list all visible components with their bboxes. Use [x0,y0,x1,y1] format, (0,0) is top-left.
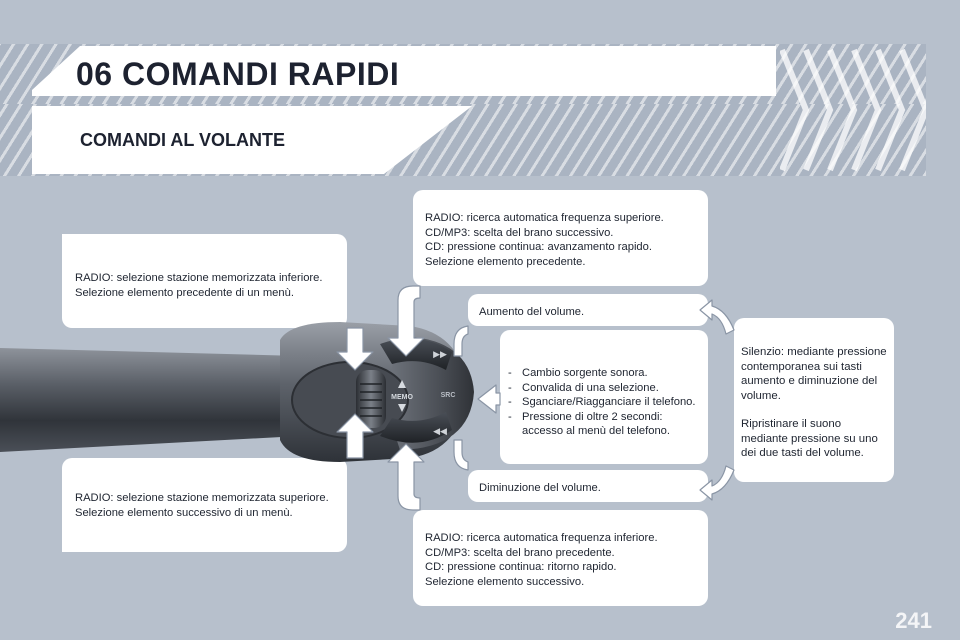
list-dash: - [508,410,512,423]
callout-paragraph: Ripristinare il suono mediante pressione su uno dei due tasti del volume. [741,418,878,459]
previous-track-icon: ◀◀ [433,427,447,437]
callout-line: Selezione elemento successivo. [425,575,585,588]
list-dash: - [508,381,512,394]
chevron-pattern [780,44,926,176]
callout-seek-down [413,510,708,606]
src-label[interactable]: SRC [440,392,456,399]
callout-line: Selezione elemento precedente di un menù. [75,286,294,299]
callout-seek-up [413,190,708,286]
list-item [508,381,702,396]
callout-line: Selezione elemento precedente. [425,255,586,268]
callout-line: CD/MP3: scelta del brano successivo. [425,226,614,239]
callout-line: CD/MP3: scelta del brano precedente. [425,546,615,559]
list-item [508,395,702,410]
list-item-text: Sganciare/Riagganciare il telefono. [522,396,696,408]
steering-wheel-control [0,300,520,480]
list-item-text: Pressione di oltre 2 secondi: accesso al menù del telefono. [522,410,671,437]
callout-line: Aumento del volume. [479,306,585,318]
next-track-icon: ▶▶ [433,350,447,360]
callout-line: CD: pressione continua: avanzamento rapido. [425,241,652,253]
list-dash: - [508,396,512,408]
list-dash: - [508,367,512,379]
callout-paragraph: Silenzio: mediante pressione contemporanea sui tasti aumento e diminuzione del volume. [741,346,887,402]
page-title: 06 COMANDI RAPIDI [76,56,400,92]
memo-thumbwheel[interactable] [356,370,386,428]
callout-line: RADIO: ricerca automatica frequenza superiore. [425,212,664,224]
list-item-text: Convalida di una selezione. [522,381,659,394]
callout-line: RADIO: ricerca automatica frequenza inferiore. [425,532,658,544]
callout-line: Selezione elemento successivo di un menù. [75,506,293,519]
page-number: 241 [895,608,932,633]
callout-line: RADIO: selezione stazione memorizzata inferiore. [75,272,323,284]
list-item [508,366,702,381]
list-item [508,410,702,439]
callout-line: CD: pressione continua: ritorno rapido. [425,561,617,573]
list-item-text: Cambio sorgente sonora. [522,367,648,379]
memo-label: MEMO [391,394,413,401]
callout-mute [734,318,894,482]
callout-line: RADIO: selezione stazione memorizzata superiore. [75,492,329,504]
callout-source [500,330,708,464]
callout-line: Diminuzione del volume. [479,482,601,494]
stalk-arm [0,348,300,452]
section-title: COMANDI AL VOLANTE [80,130,285,150]
source-function-list [508,366,702,439]
